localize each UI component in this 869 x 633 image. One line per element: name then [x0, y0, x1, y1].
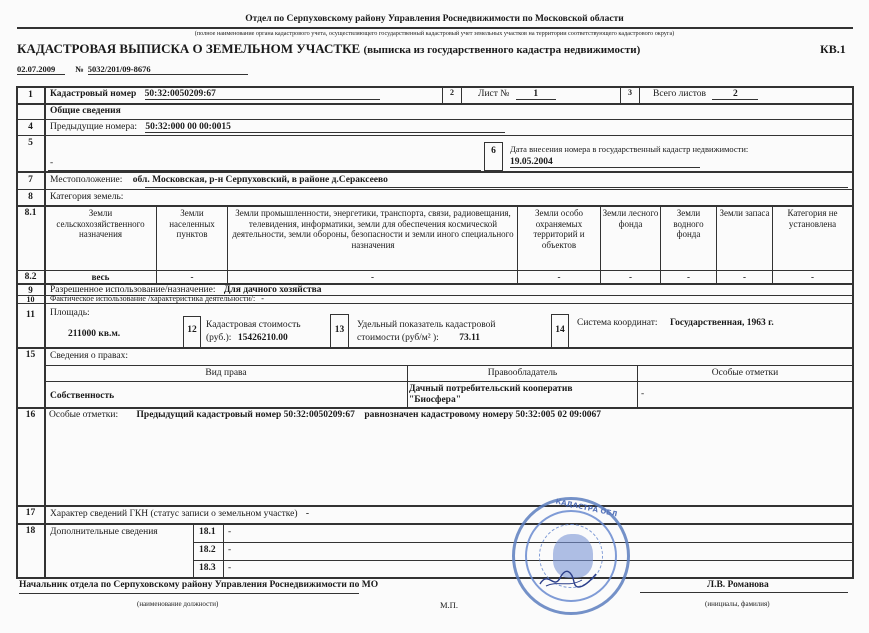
special-notes-label: Особые отметки: — [49, 410, 119, 420]
row-num-7: 7 — [28, 175, 33, 185]
row-num-5: 5 — [28, 138, 33, 148]
seal-mark: М.П. — [440, 600, 458, 610]
additional-info-18-2: - — [228, 545, 232, 555]
position-caption: (наименование должности) — [137, 600, 219, 608]
official-stamp — [512, 497, 630, 615]
row-num-11: 11 — [26, 310, 35, 320]
sheet-number-row — [478, 89, 556, 100]
organ-underline — [17, 27, 853, 29]
category-value: - — [743, 272, 746, 282]
gkn-status-row — [50, 509, 309, 519]
row-sep — [16, 135, 854, 136]
land-category-label: Категория земель: — [50, 192, 124, 202]
cadastral-value-label-2: (руб.): — [206, 333, 232, 343]
row-num-18-3: 18.3 — [199, 563, 216, 573]
row-num-6: 6 — [491, 146, 496, 156]
general-info-heading: Общие сведения — [50, 106, 121, 116]
total-sheets-label: Всего листов — [653, 89, 706, 99]
rights-col-type: Вид права — [205, 368, 247, 378]
row-sep — [44, 365, 854, 366]
area-label: Площадь: — [50, 308, 90, 318]
registration-date-value-wrap — [510, 157, 700, 168]
category-settlements: Земли населенных пунктов — [169, 208, 215, 239]
additional-info-label: Дополнительные сведения — [50, 527, 158, 537]
category-value: - — [371, 272, 374, 282]
category-value: весь — [91, 272, 110, 282]
actual-use-value: - — [261, 294, 264, 303]
right-holder-line-2: "Биосфера" — [409, 395, 461, 405]
row-num-8-2: 8.2 — [24, 272, 37, 282]
cell-border — [639, 86, 640, 103]
rights-col-holder: Правообладатель — [487, 368, 558, 378]
location-row — [50, 175, 388, 185]
gkn-status-label: Характер сведений ГКН (статус записи о земельном участке) — [50, 509, 298, 519]
location-value: обл. Московская, р-н Серпуховский, в районе д.Сераксеево — [132, 175, 388, 185]
signature-icon — [538, 568, 598, 590]
title-sub: (выписка из государственного кадастра недвижимости) — [363, 44, 641, 56]
right-holder-line-1: Дачный потребительский кооператив — [409, 384, 573, 394]
category-reserve: Земли запаса — [719, 208, 770, 218]
row-num-3: 3 — [628, 88, 632, 97]
row-5-underline — [48, 170, 481, 171]
row-num-14: 14 — [555, 325, 565, 335]
coordinate-system-label: Система координат: — [577, 318, 658, 328]
previous-numbers-label: Предыдущие номера: — [50, 122, 137, 132]
cell-border — [461, 86, 462, 103]
cadastral-value: 15426210.00 — [237, 333, 288, 343]
right-notes: - — [641, 389, 645, 399]
row-sep — [16, 270, 854, 271]
row-num-18-1: 18.1 — [199, 527, 216, 537]
special-notes-value: Предыдущий кадастровый номер 50:32:0050209:67 равнозначен кадастровому номеру 50:32:005 02 09:0067 — [136, 410, 601, 420]
issue-line — [17, 64, 248, 75]
category-agricultural: Земли сельскохозяйственного назначения — [56, 208, 145, 239]
total-sheets-value: 2 — [712, 89, 758, 100]
row-sep — [16, 189, 854, 190]
cadastral-value-label: Кадастровая стоимость — [206, 320, 301, 330]
row-num-2: 2 — [450, 88, 454, 97]
document-title — [17, 41, 640, 57]
cadastral-value-row — [206, 333, 288, 343]
coordinate-system-row — [577, 318, 774, 328]
category-value: - — [629, 272, 632, 282]
specific-value-row — [357, 333, 480, 343]
gkn-status-value: - — [305, 509, 310, 519]
row-sep — [16, 407, 854, 409]
row-num-15: 15 — [25, 350, 36, 360]
coordinate-system-value: Государственная, 1963 г. — [669, 318, 774, 328]
row-num-17: 17 — [25, 508, 36, 518]
rights-label: Сведения о правах: — [50, 351, 128, 361]
title-main: КАДАСТРОВАЯ ВЫПИСКА О ЗЕМЕЛЬНОМ УЧАСТКЕ — [17, 41, 361, 56]
category-value: - — [557, 272, 561, 282]
registration-date-value: 19.05.2004 — [510, 157, 700, 168]
rights-col-notes: Особые отметки — [711, 368, 779, 378]
previous-numbers-value: 50:32:000 00 00:0015 — [145, 122, 505, 133]
doc-number: 5032/201/09-8676 — [88, 64, 248, 75]
row-num-1: 1 — [28, 90, 33, 100]
row-sep — [16, 103, 854, 105]
specific-value-label: Удельный показатель кадастровой — [357, 320, 496, 330]
actual-use-row — [50, 295, 264, 303]
additional-info-18-1: - — [228, 527, 232, 537]
category-industry: Земли промышленности, энергетики, транспорта, связи, радиовещания, телевидения, информатики, земли для обеспечения космической деятельности, земли обороны, безопасности и земли иного специального назначения — [232, 208, 514, 250]
permitted-use-label: Разрешенное использование/назначение: — [50, 285, 216, 295]
row-num-12: 12 — [187, 325, 197, 335]
row-sep — [16, 119, 854, 120]
cadastral-number-label: Кадастровый номер — [50, 89, 137, 99]
specific-value-label-2: стоимости (руб/м² ): — [357, 333, 439, 343]
row-sep — [16, 303, 854, 304]
sheet-number-value: 1 — [516, 89, 556, 100]
row-sep — [16, 347, 854, 349]
row-sep — [16, 171, 854, 173]
permitted-use-value: Для дачного хозяйства — [224, 285, 404, 296]
signer-caption: (инициалы, фамилия) — [705, 600, 770, 608]
row-num-4: 4 — [28, 122, 33, 132]
signer-underline — [640, 592, 848, 593]
category-value: - — [687, 272, 690, 282]
category-not-set: Категория не установлена — [787, 208, 838, 229]
right-type: Собственность — [50, 391, 115, 401]
row-5-value: - — [50, 158, 54, 168]
row-num-18-2: 18.2 — [199, 545, 216, 555]
row-num-16: 16 — [25, 410, 36, 420]
area-value: 211000 кв.м. — [68, 329, 121, 339]
cell-border — [223, 523, 224, 577]
sheet-number-label: Лист № — [478, 89, 510, 99]
total-sheets-row — [653, 89, 758, 100]
position-underline — [19, 593, 359, 594]
row-num-8-1: 8.1 — [24, 208, 37, 218]
table-top-border — [16, 86, 854, 88]
row-sep — [16, 205, 854, 207]
form-code: КВ.1 — [820, 42, 846, 56]
signer-name: Л.В. Романова — [707, 580, 769, 590]
organ-caption: (полное наименование органа кадастрового учета, осуществляющего государственный кадастровый учет земельных участков на территории соответствующего кадастрового округа) — [194, 30, 675, 37]
additional-info-18-3: - — [228, 563, 232, 573]
row-num-13: 13 — [334, 325, 345, 335]
previous-numbers-row — [50, 122, 505, 133]
location-label: Местоположение: — [50, 175, 123, 185]
category-forest: Земли лесного фонда — [602, 208, 659, 229]
location-underline — [145, 187, 848, 188]
stamp-text: КАДАСТРА ОБЛ — [554, 497, 618, 519]
table-bottom-border — [16, 577, 854, 579]
issue-date: 02.07.2009 — [17, 64, 65, 75]
cell-border — [193, 523, 194, 577]
category-water: Земли водного фонда — [673, 208, 704, 239]
row-num-8: 8 — [28, 192, 33, 202]
row-sep — [16, 523, 854, 525]
category-value: - — [811, 272, 814, 282]
row-num-10: 10 — [26, 295, 35, 304]
row-sep — [44, 381, 854, 382]
cadastral-number-row — [50, 89, 380, 100]
registration-date-label: Дата внесения номера в государственный кадастр недвижимости: — [510, 144, 749, 154]
number-sign: № — [75, 64, 84, 74]
signer-position: Начальник отдела по Серпуховскому району Управления Роснедвижимости по МО — [19, 580, 379, 590]
organ-name: Отдел по Серпуховскому району Управления Роснедвижимости по Московской области — [245, 14, 624, 24]
row-num-18: 18 — [25, 526, 36, 536]
row-num-9: 9 — [28, 285, 33, 295]
special-notes-row — [49, 410, 601, 420]
category-value: - — [190, 272, 194, 282]
category-protected: Земли особо охраняемых территорий и объектов — [533, 208, 585, 250]
cadastral-number-value: 50:32:0050209:67 — [145, 89, 380, 100]
specific-value: 73.11 — [459, 333, 481, 343]
actual-use-label: Фактическое использование /характеристика деятельности/: — [50, 294, 256, 303]
row-sep — [16, 505, 854, 507]
